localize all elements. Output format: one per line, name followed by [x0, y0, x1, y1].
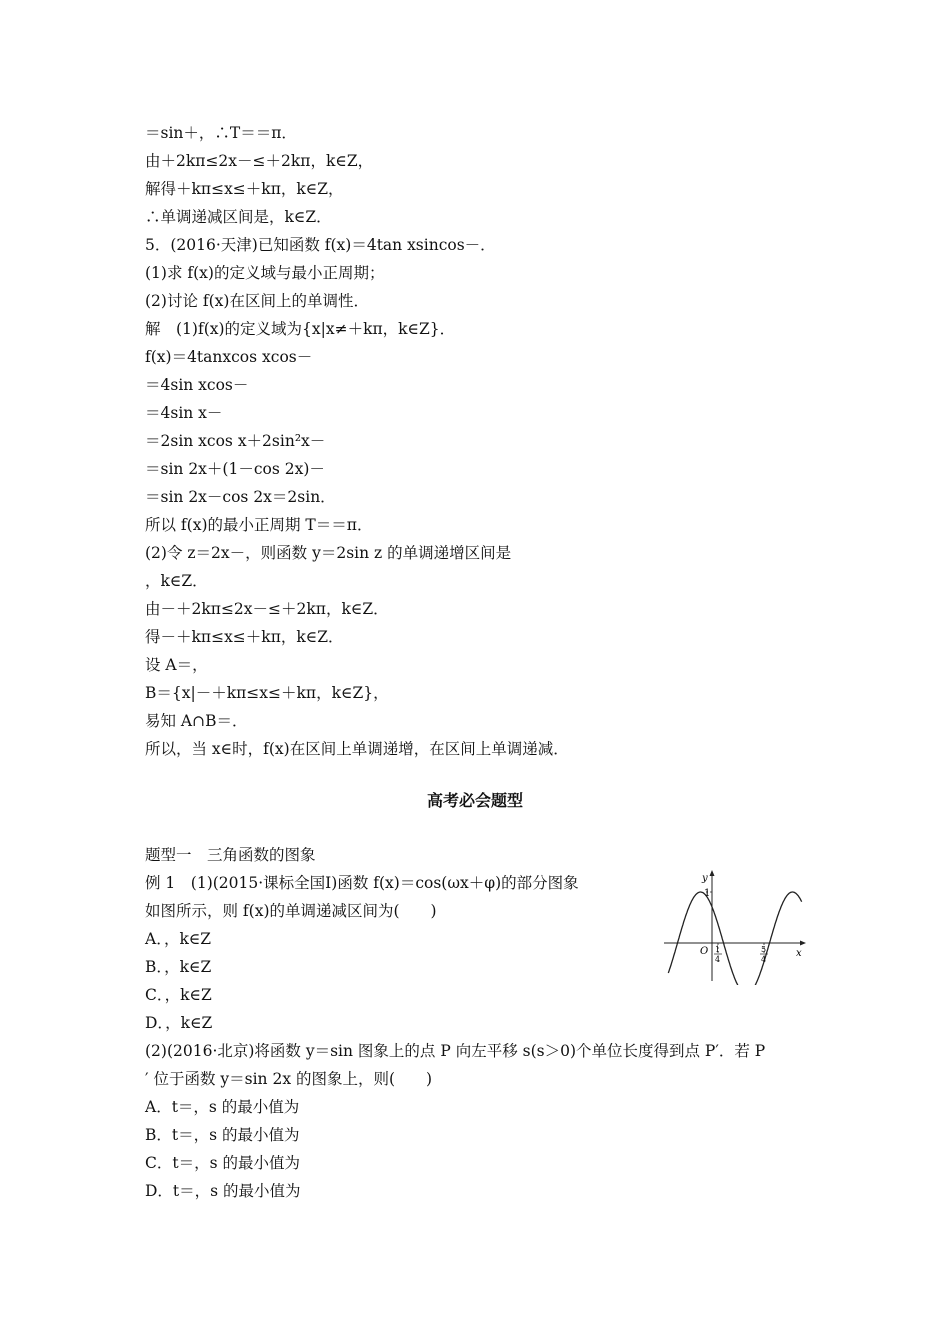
text-line: 解得＋kπ≤x≤＋kπ，k∈Z， — [145, 180, 344, 198]
text-line: (1)求 f(x)的定义域与最小正周期； — [145, 264, 385, 282]
text-line: 得－＋kπ≤x≤＋kπ，k∈Z． — [145, 628, 344, 646]
text-line: ，k∈Z． — [145, 572, 208, 590]
text-line: ′ 位于函数 y＝sin 2x 的图象上，则( ) — [145, 1070, 433, 1088]
problem-5-statement: 5．(2016·天津)已知函数 f(x)＝4tan xsincos－． — [145, 236, 496, 254]
text-line: 设 A＝， — [145, 656, 208, 674]
text-line: ＝2sin xcos x＋2sin²x－ — [145, 432, 326, 450]
text-line: 所以，当 x∈时，f(x)在区间上单调递增，在区间上单调递减． — [145, 740, 569, 758]
text-line: ＝sin＋，∴T＝＝π． — [145, 124, 297, 142]
text-line: ∴单调递减区间是，k∈Z． — [145, 208, 332, 226]
text-line: (2)令 z＝2x－，则函数 y＝2sin z 的单调递增区间是 — [145, 544, 512, 562]
x-tick-2-numerator: 5 — [761, 945, 767, 954]
y-axis-arrow — [710, 870, 715, 876]
cosine-graph — [660, 865, 810, 985]
example-1-statement: 例 1 (1)(2015·课标全国Ⅰ)函数 f(x)＝cos(ωx＋φ)的部分图象 — [145, 874, 579, 892]
text-line: 由＋2kπ≤2x－≤＋2kπ，k∈Z， — [145, 152, 374, 170]
section-heading: 高考必会题型 — [426, 791, 523, 810]
solution-start: 解 (1)f(x)的定义域为{x|x≠＋kπ，k∈Z}． — [145, 320, 456, 338]
option-a: A．t＝，s 的最小值为 — [145, 1098, 300, 1116]
example-1-part-2: (2)(2016·北京)将函数 y＝sin 图象上的点 P 向左平移 s(s＞0)个单位长度得到点 P′．若 P — [145, 1042, 766, 1060]
option-c: C．，k∈Z — [145, 986, 212, 1004]
text-line: f(x)＝4tanxcos xcos－ — [145, 348, 313, 366]
text-line: ＝4sin xcos－ — [145, 376, 249, 394]
option-a: A．，k∈Z — [145, 930, 212, 948]
text-line: ＝sin 2x－cos 2x＝2sin． — [145, 488, 336, 506]
text-line: 易知 A∩B＝． — [145, 712, 248, 730]
x-axis-label: x — [796, 948, 802, 959]
topic-title: 题型一 三角函数的图象 — [145, 846, 316, 864]
y-tick-label: 1 — [704, 888, 711, 899]
option-d: D．t＝，s 的最小值为 — [145, 1182, 301, 1200]
cosine-curve — [668, 892, 801, 985]
text-line: 由－＋2kπ≤2x－≤＋2kπ，k∈Z． — [145, 600, 389, 618]
text-line: 如图所示，则 f(x)的单调递减区间为( ) — [145, 902, 437, 920]
option-c: C．t＝，s 的最小值为 — [145, 1154, 300, 1172]
y-axis-label: y — [702, 873, 708, 884]
text-line: (2)讨论 f(x)在区间上的单调性． — [145, 292, 369, 310]
x-axis-arrow — [800, 941, 806, 946]
option-b: B．t＝，s 的最小值为 — [145, 1126, 300, 1144]
text-line: B＝{x|－＋kπ≤x≤＋kπ，k∈Z}， — [145, 684, 389, 702]
x-tick-1-denominator: 4 — [715, 955, 721, 964]
text-line: 所以 f(x)的最小正周期 T＝＝π． — [145, 516, 373, 534]
option-d: D．，k∈Z — [145, 1014, 213, 1032]
x-tick-2-denominator: 4 — [761, 955, 767, 964]
x-tick-1-numerator: 1 — [715, 945, 721, 954]
text-line: ＝sin 2x＋(1－cos 2x)－ — [145, 460, 325, 478]
text-line: ＝4sin x－ — [145, 404, 223, 422]
option-b: B．，k∈Z — [145, 958, 212, 976]
origin-label: O — [700, 946, 709, 957]
